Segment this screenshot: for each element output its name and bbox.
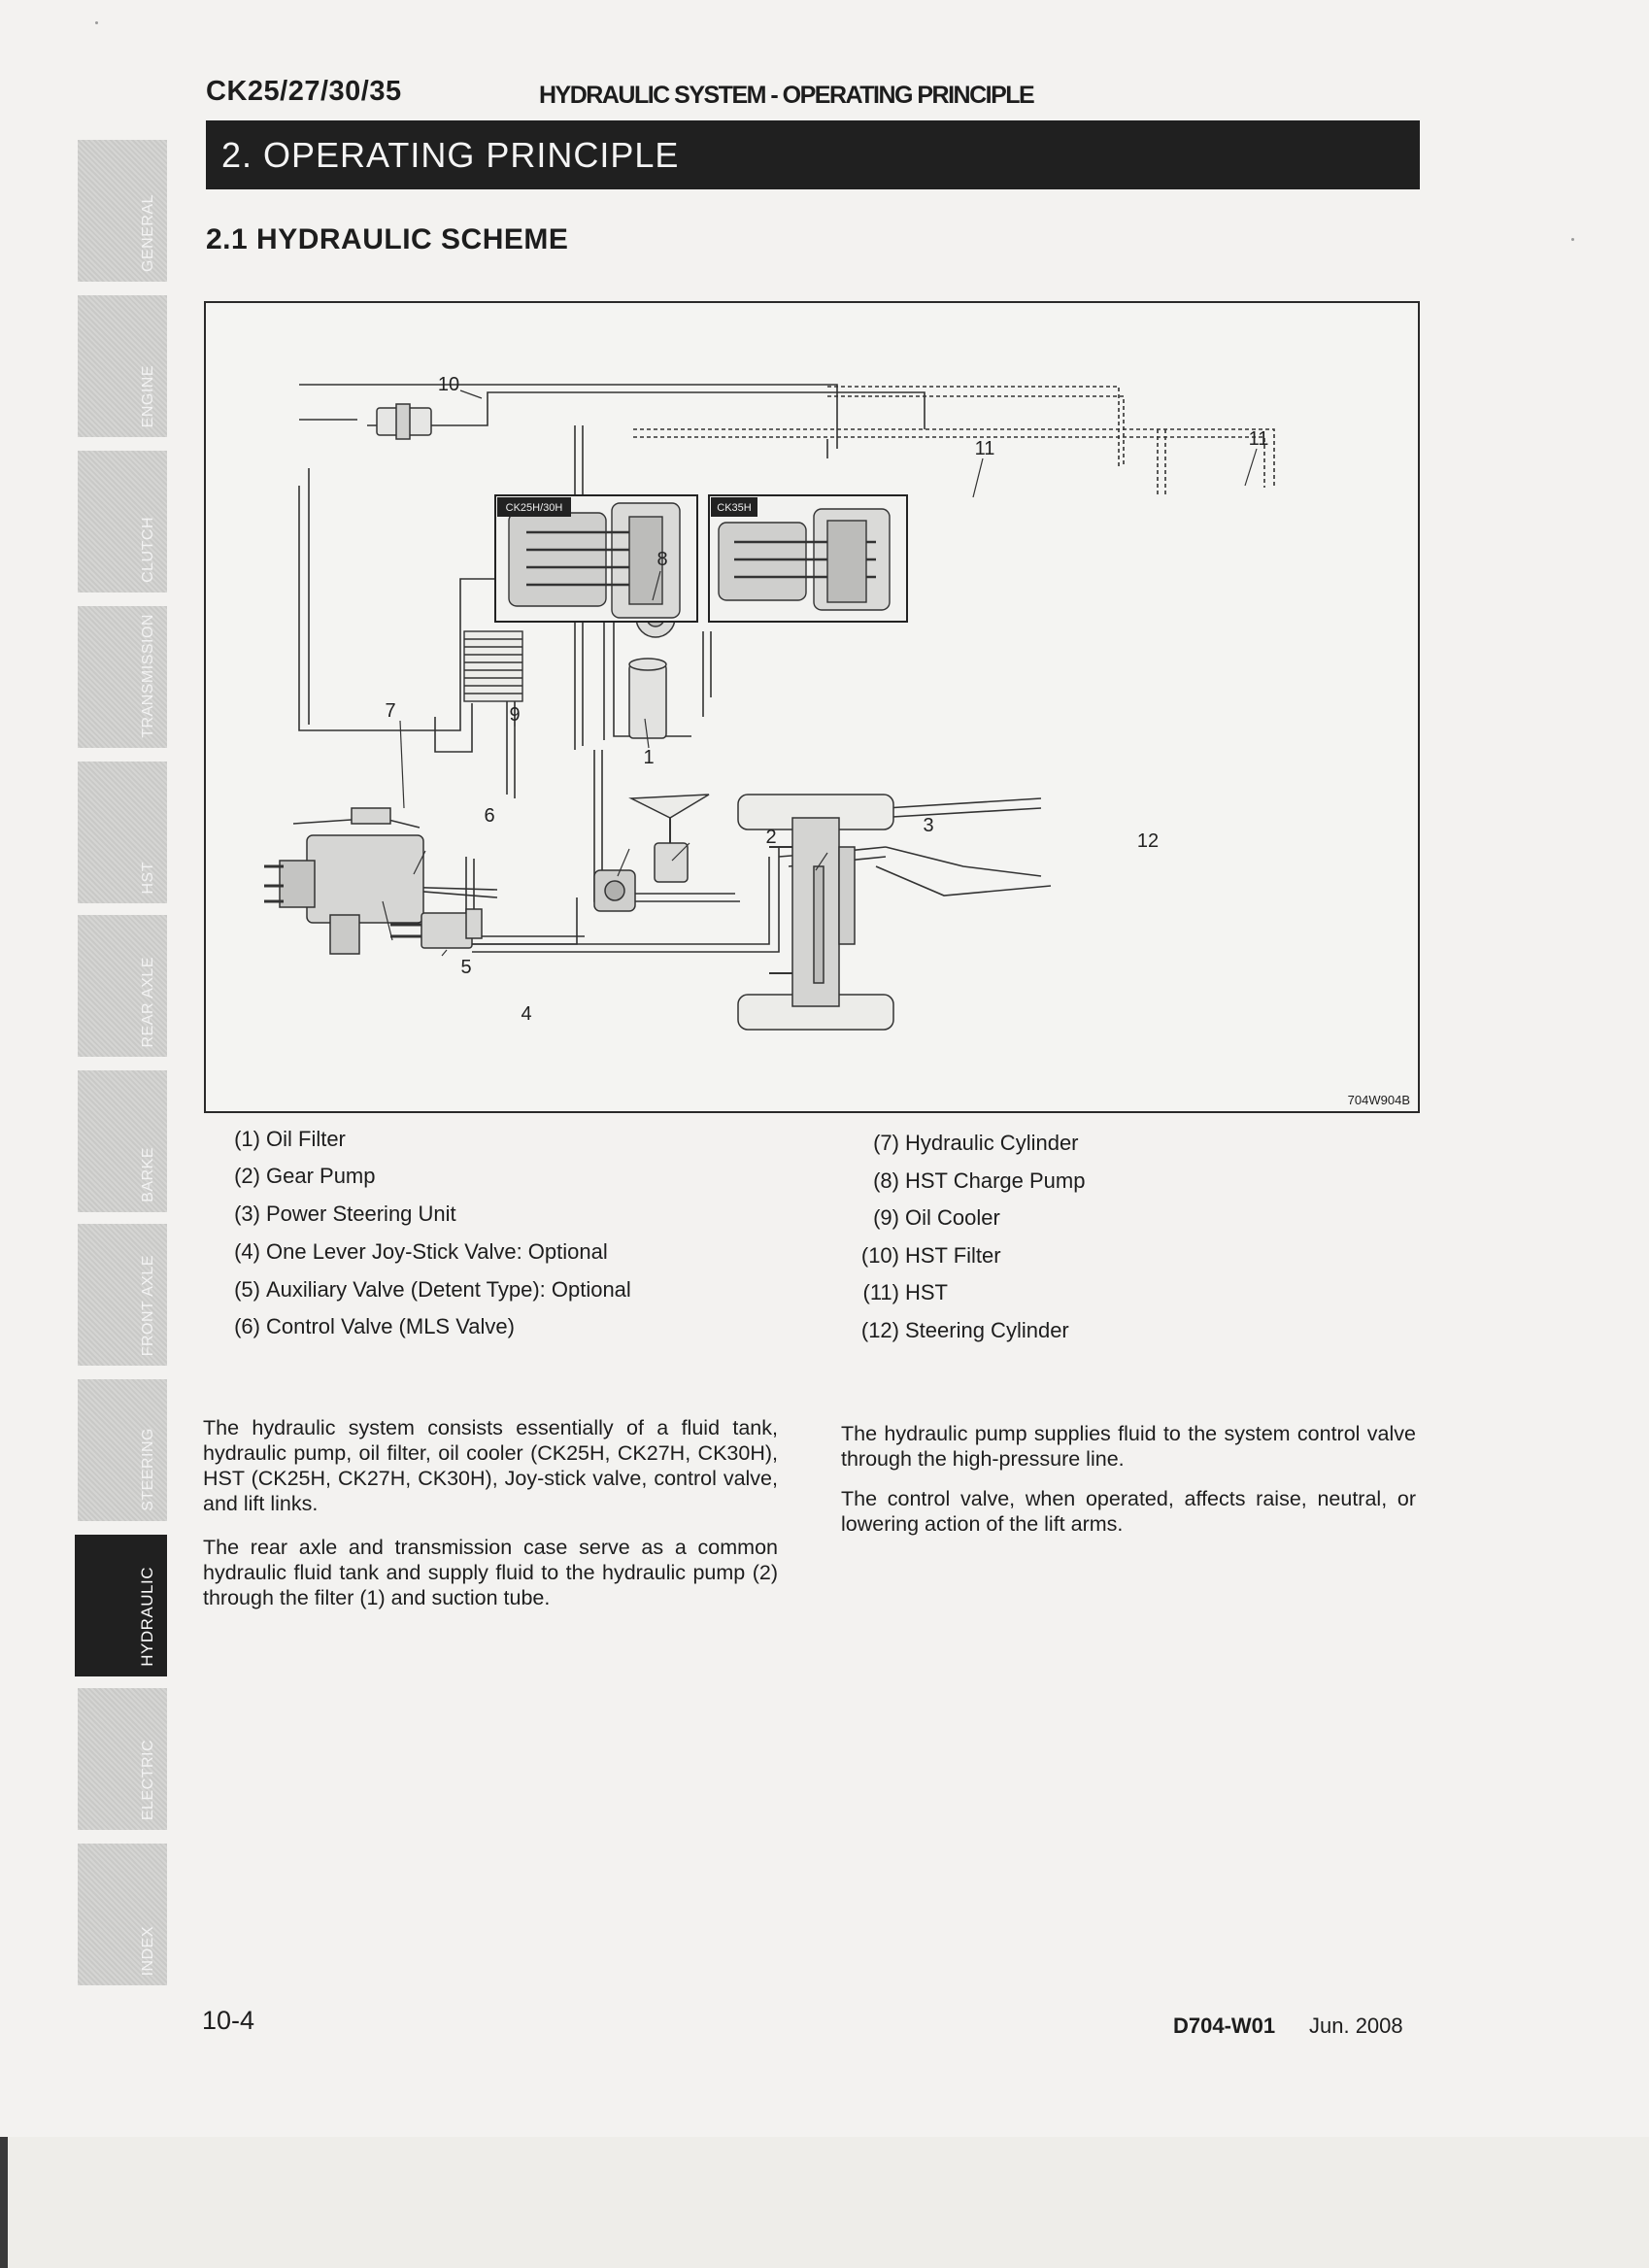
tab-engine[interactable]: ENGINE — [78, 295, 167, 437]
pipe-line-dashed — [1158, 429, 1165, 497]
scan-bottom-strip — [0, 2137, 1649, 2268]
legend-item: (3) Power Steering Unit — [234, 1202, 456, 1226]
body-paragraph: The rear axle and transmission case serve as a common hydraulic fluid tank and supply fluid to the hydraulic pump (2) through the filter (1) and suction tube. — [203, 1536, 778, 1609]
scan-speck — [1571, 238, 1574, 241]
legend-item: (1) Oil Filter — [234, 1127, 346, 1151]
pipe-line — [876, 847, 1051, 896]
callout-1: 1 — [643, 747, 655, 768]
subsection-title: 2.1 HYDRAULIC SCHEME — [206, 223, 569, 255]
legend-item: (4) One Lever Joy-Stick Valve: Optional — [234, 1239, 608, 1264]
oil-cooler — [464, 631, 522, 701]
header-model: CK25/27/30/35 — [206, 76, 402, 107]
tab-general[interactable]: GENERAL — [78, 140, 167, 282]
tab-brake[interactable]: BARKE — [78, 1070, 167, 1212]
document-date: Jun. 2008 — [1309, 2014, 1403, 2038]
hydraulic-scheme-diagram — [204, 301, 1420, 1113]
callout-5: 5 — [460, 957, 472, 978]
legend-item: (11) HST — [862, 1280, 948, 1304]
tab-index[interactable]: INDEX — [78, 1844, 167, 1985]
tab-transmission[interactable]: TRANSMISSION — [78, 606, 167, 748]
power-steering-unit — [631, 795, 709, 882]
tab-electric[interactable]: ELECTRIC — [78, 1688, 167, 1830]
header-title: HYDRAULIC SYSTEM - OPERATING PRINCIPLE — [539, 82, 1034, 109]
callout-11a: 11 — [974, 438, 995, 459]
tab-hst[interactable]: HST — [78, 762, 167, 903]
pipe-line — [703, 631, 711, 717]
body-paragraph: The hydraulic pump supplies fluid to the system control valve through the high-pressure line. — [841, 1422, 1416, 1471]
figure-code: 704W904B — [1347, 1093, 1410, 1107]
callout-8: 8 — [656, 549, 668, 570]
callout-3: 3 — [923, 815, 934, 836]
callout-7: 7 — [385, 700, 396, 722]
scan-speck — [95, 21, 98, 24]
front-axle-steering-cylinder — [738, 795, 893, 1030]
document-code: D704-W01 — [1173, 2014, 1276, 2038]
callout-10: 10 — [437, 374, 460, 395]
callout-2: 2 — [765, 827, 777, 848]
tab-hydraulic[interactable]: HYDRAULIC — [75, 1535, 167, 1676]
legend-item: (12) Steering Cylinder — [860, 1318, 1069, 1342]
legend-item: (5) Auxiliary Valve (Detent Type): Optional — [234, 1277, 631, 1302]
callout-6: 6 — [484, 805, 495, 827]
legend-item: (8) HST Charge Pump — [873, 1168, 1086, 1193]
oil-filter — [629, 659, 666, 738]
tab-clutch[interactable]: CLUTCH — [78, 451, 167, 592]
pipe-line — [466, 857, 585, 944]
legend-item: (6) Control Valve (MLS Valve) — [234, 1314, 515, 1338]
pipe-line-dashed — [633, 429, 1274, 488]
section-title-bar: 2. OPERATING PRINCIPLE — [206, 120, 1420, 189]
control-valve-assembly — [264, 808, 423, 954]
legend-item: (9) Oil Cooler — [873, 1205, 1000, 1230]
hst-filter — [377, 404, 431, 439]
hydraulic-scheme-drawing — [206, 303, 1418, 1111]
body-paragraph: The control valve, when operated, affects raise, neutral, or lowering action of the lift arms. — [841, 1487, 1416, 1536]
callout-11b: 11 — [1248, 428, 1269, 450]
hst-box-ck35h — [709, 495, 907, 622]
tab-front-axle[interactable]: FRONT AXLE — [78, 1224, 167, 1366]
box-label-ck35h: CK35H — [717, 502, 752, 514]
callout-12: 12 — [1136, 830, 1160, 852]
pipe-line — [876, 798, 1041, 818]
box-label-ck25h-30h: CK25H/30H — [505, 502, 563, 514]
callout-4: 4 — [521, 1003, 532, 1025]
callout-9: 9 — [509, 704, 521, 726]
tab-rear-axle[interactable]: REAR AXLE — [78, 915, 167, 1057]
tab-steering[interactable]: STEERING — [78, 1379, 167, 1521]
page-number: 10-4 — [202, 2006, 255, 2035]
body-paragraph: The hydraulic system consists essentially of a fluid tank, hydraulic pump, oil filter, oil cooler (CK25H, CK27H, CK30H), HST (CK25H, CK27H, CK30H), Joy-stick valve, control valve, and lift links. — [203, 1416, 778, 1515]
pipe-line — [435, 703, 472, 752]
legend-item: (10) HST Filter — [860, 1243, 1001, 1268]
legend-item: (2) Gear Pump — [234, 1164, 376, 1188]
gear-pump — [594, 870, 635, 911]
legend-item: (7) Hydraulic Cylinder — [873, 1131, 1079, 1155]
